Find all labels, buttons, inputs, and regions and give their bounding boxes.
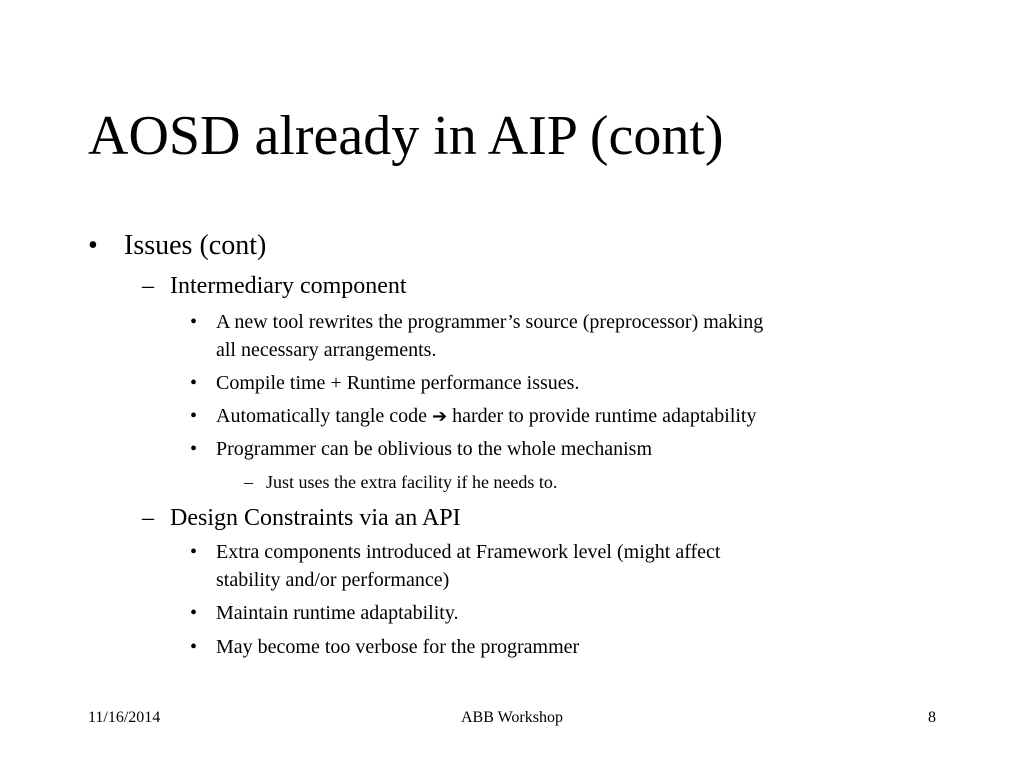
item-extra-line1: Extra components introduced at Framework level (might affect	[216, 541, 721, 563]
item-just-uses: Just uses the extra facility if he needs to.	[266, 472, 558, 492]
bullet-marker: •	[88, 230, 98, 261]
dash-marker: –	[142, 273, 154, 299]
bullet-marker: •	[190, 602, 198, 624]
item-maintain: Maintain runtime adaptability.	[216, 602, 459, 624]
item-tangle-after: harder to provide runtime adaptability	[452, 405, 757, 427]
item-new-tool-line1: A new tool rewrites the programmer’s source (preprocessor) making	[216, 311, 764, 333]
dash-marker: –	[244, 472, 253, 492]
bullet-marker: •	[190, 438, 198, 460]
item-new-tool-line2: all necessary arrangements.	[216, 339, 437, 361]
bullet-marker: •	[190, 541, 198, 563]
footer-date: 11/16/2014	[88, 709, 161, 726]
item-tangle	[216, 402, 757, 431]
item-oblivious: Programmer can be oblivious to the whole mechanism	[216, 438, 653, 460]
subbullet-intermediary: Intermediary component	[170, 273, 407, 299]
right-arrow-icon: ➔	[432, 406, 448, 427]
item-verbose: May become too verbose for the programmer	[216, 636, 580, 658]
bullet-marker: •	[190, 311, 198, 333]
subbullet-design-constraints: Design Constraints via an API	[170, 505, 461, 531]
bullet-marker: •	[190, 405, 198, 427]
footer-title: ABB Workshop	[461, 709, 563, 726]
item-extra-line2: stability and/or performance)	[216, 569, 450, 591]
bullet-marker: •	[190, 372, 198, 394]
page-number: 8	[928, 709, 936, 726]
bullet-issues: Issues (cont)	[124, 230, 267, 261]
item-compile-time: Compile time + Runtime performance issues.	[216, 372, 580, 394]
dash-marker: –	[142, 505, 154, 531]
bullet-marker: •	[190, 636, 198, 658]
slide-title: AOSD already in AIP (cont)	[88, 105, 724, 167]
item-tangle-before: Automatically tangle code	[216, 405, 428, 427]
